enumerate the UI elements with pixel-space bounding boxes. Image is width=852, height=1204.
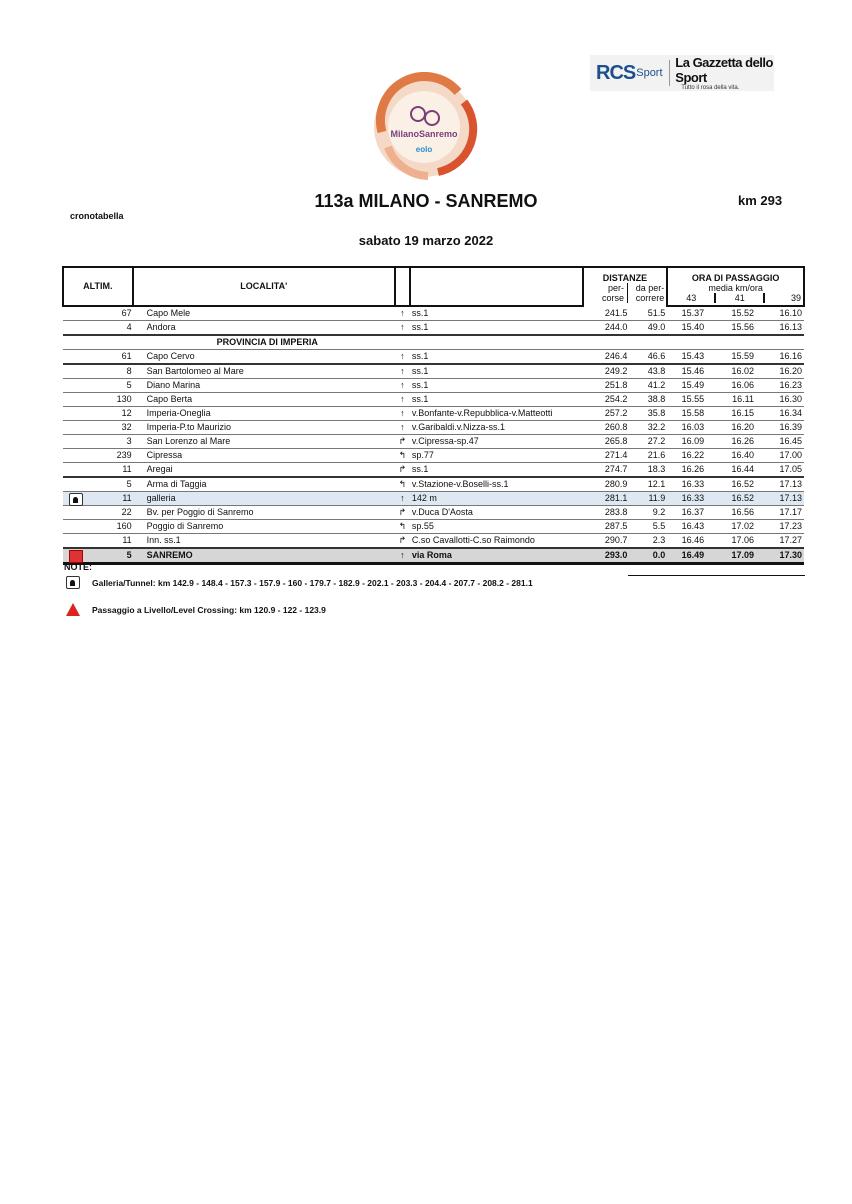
note-tunnel-text: Galleria/Tunnel: km 142.9 - 148.4 - 157.3 - 157.9 - 160 - 179.7 - 182.9 - 202.1 - 203.3 - 204.4 - 207.7 - 208.2 - 281.1 [92, 577, 533, 588]
cell-time-43: 15.55 [667, 393, 716, 407]
table-row [63, 449, 804, 463]
cell-time-43: 15.58 [667, 407, 716, 421]
header-speed-41: 41 [716, 293, 765, 303]
cell-time-41: 16.02 [716, 364, 766, 379]
cell-time-41: 16.56 [716, 506, 766, 520]
note-tunnel [66, 576, 533, 589]
cell-time-41: 16.15 [716, 407, 766, 421]
cell-altim: 3 [63, 435, 133, 449]
cell-localita: Andora [133, 321, 395, 336]
cell-percorse: 265.8 [583, 435, 630, 449]
cell-time-43: 16.03 [667, 421, 716, 435]
straight-arrow-icon: ↑ [395, 492, 410, 506]
total-distance: km 293 [738, 193, 783, 208]
cell-percorse: 249.2 [583, 364, 630, 379]
level-crossing-icon [66, 603, 80, 616]
cell-time-43: 16.43 [667, 520, 716, 534]
cell-localita: Capo Mele [133, 306, 395, 321]
cell-dapercorrere: 46.6 [629, 350, 667, 365]
straight-arrow-icon: ↑ [395, 379, 410, 393]
cell-time-41: 15.52 [716, 306, 766, 321]
cell-localita: Bv. per Poggio di Sanremo [133, 506, 395, 520]
straight-arrow-icon: ↑ [395, 321, 410, 336]
cell-dapercorrere: 38.8 [629, 393, 667, 407]
cell-time-39: 16.16 [766, 350, 804, 365]
gazzetta-logo-text: La Gazzetta dello Sport [675, 55, 773, 85]
cell-road: ss.1 [410, 393, 583, 407]
cell-road: ss.1 [410, 321, 583, 336]
left-arrow-icon: ↰ [395, 477, 410, 492]
cell-time-39: 17.13 [766, 477, 804, 492]
cell-percorse: 283.8 [583, 506, 630, 520]
cell-percorse: 246.4 [583, 350, 630, 365]
cell-time-39: 16.39 [766, 421, 804, 435]
cell-dapercorrere: 49.0 [629, 321, 667, 336]
header-ora-label: ORA DI PASSAGGIO [691, 272, 780, 283]
cell-road: sp.55 [410, 520, 583, 534]
cell-altim: 160 [63, 520, 133, 534]
cell-time-39: 17.00 [766, 449, 804, 463]
gazzetta-tagline: Tutto il rosa della vita. [681, 85, 740, 91]
right-arrow-icon: ↱ [395, 534, 410, 549]
table-row [63, 393, 804, 407]
timetable-body [63, 306, 804, 564]
header-direction [395, 267, 410, 306]
cell-dapercorrere: 27.2 [629, 435, 667, 449]
logo-divider [669, 60, 670, 86]
cell-altim: 11 [63, 463, 133, 478]
table-row [63, 534, 804, 549]
cell-localita: San Lorenzo al Mare [133, 435, 395, 449]
cell-percorse: 251.8 [583, 379, 630, 393]
cell-localita: SANREMO [133, 548, 395, 564]
cell-time-41: 15.56 [716, 321, 766, 336]
cell-dapercorrere: 12.1 [629, 477, 667, 492]
sponsor-logo-text: eolo [415, 145, 433, 154]
finish-row [63, 548, 804, 564]
cell-percorse: 260.8 [583, 421, 630, 435]
header-media-label: media km/ora [708, 282, 763, 293]
cell-altim: 67 [63, 306, 133, 321]
table-row [63, 407, 804, 421]
cell-localita: Imperia-Oneglia [133, 407, 395, 421]
straight-arrow-icon: ↑ [395, 364, 410, 379]
header-speed-39: 39 [790, 292, 801, 303]
cell-altim: 12 [63, 407, 133, 421]
cell-time-41: 17.09 [716, 548, 766, 564]
right-arrow-icon: ↱ [395, 463, 410, 478]
cell-dapercorrere: 18.3 [629, 463, 667, 478]
cell-localita: San Bartolomeo al Mare [133, 364, 395, 379]
cell-localita: Capo Cervo [133, 350, 395, 365]
cell-altim: 32 [63, 421, 133, 435]
header-altim: ALTIM. [63, 267, 133, 306]
cell-time-39: 16.45 [766, 435, 804, 449]
page-title: 113a MILANO - SANREMO [314, 191, 538, 211]
cell-time-43: 16.26 [667, 463, 716, 478]
event-logo-text: MilanoSanremo [390, 129, 458, 139]
cell-time-39: 17.13 [766, 492, 804, 506]
table-row [63, 520, 804, 534]
table-row [63, 492, 804, 506]
cell-time-43: 15.49 [667, 379, 716, 393]
province-name: PROVINCIA DI IMPERIA [133, 335, 395, 350]
milano-sanremo-logo [368, 72, 480, 182]
cell-road: sp.77 [410, 449, 583, 463]
cell-road: ss.1 [410, 306, 583, 321]
cell-road: C.so Cavallotti-C.so Raimondo [410, 534, 583, 549]
cell-altim: 4 [63, 321, 133, 336]
cell-percorse: 281.1 [583, 492, 630, 506]
cell-dapercorrere: 35.8 [629, 407, 667, 421]
header-distanze-label: DISTANZE [602, 273, 648, 283]
cell-road: ss.1 [410, 364, 583, 379]
cell-dapercorrere: 43.8 [629, 364, 667, 379]
header-percorse: per- corse [584, 283, 628, 303]
cell-altim: 11 [63, 534, 133, 549]
table-row [63, 321, 804, 336]
cell-localita: Inn. ss.1 [133, 534, 395, 549]
rcs-sport-text: Sport [636, 67, 663, 79]
cell-time-41: 16.26 [716, 435, 766, 449]
cell-road: via Roma [410, 548, 583, 564]
cell-percorse: 290.7 [583, 534, 630, 549]
cell-time-41: 15.59 [716, 350, 766, 365]
note-crossing-text: Passaggio a Livello/Level Crossing: km 120.9 - 122 - 123.9 [92, 604, 326, 615]
cell-dapercorrere: 2.3 [629, 534, 667, 549]
cell-percorse: 293.0 [583, 548, 630, 564]
cell-road: v.Cipressa-sp.47 [410, 435, 583, 449]
left-arrow-icon: ↰ [395, 520, 410, 534]
table-row [63, 421, 804, 435]
cell-road: ss.1 [410, 463, 583, 478]
cell-dapercorrere: 0.0 [629, 548, 667, 564]
header-dapercorrere: da per- correre [635, 283, 665, 303]
cell-altim: 5 [63, 477, 133, 492]
table-row [63, 477, 804, 492]
header-localita: LOCALITA' [133, 267, 395, 306]
cell-time-39: 17.05 [766, 463, 804, 478]
cell-time-41: 16.11 [716, 393, 766, 407]
cell-percorse: 280.9 [583, 477, 630, 492]
cell-percorse: 257.2 [583, 407, 630, 421]
cell-time-39: 17.30 [766, 548, 804, 564]
cell-time-43: 15.46 [667, 364, 716, 379]
cell-time-43: 15.37 [667, 306, 716, 321]
cell-altim: 61 [63, 350, 133, 365]
table-row [63, 350, 804, 365]
divider [628, 575, 805, 576]
cell-dapercorrere: 5.5 [629, 520, 667, 534]
cell-localita: Cipressa [133, 449, 395, 463]
table-row [63, 435, 804, 449]
cell-dapercorrere: 51.5 [629, 306, 667, 321]
header-road [410, 267, 583, 306]
cell-road: 142 m [410, 492, 583, 506]
cell-time-41: 17.02 [716, 520, 766, 534]
cell-altim: 5 [63, 548, 133, 564]
table-row [63, 364, 804, 379]
cell-road: v.Garibaldi.v.Nizza-ss.1 [410, 421, 583, 435]
table-row [63, 506, 804, 520]
cell-time-39: 16.34 [766, 407, 804, 421]
cell-time-39: 17.17 [766, 506, 804, 520]
table-row [63, 463, 804, 478]
cell-road: ss.1 [410, 350, 583, 365]
cell-time-41: 16.52 [716, 477, 766, 492]
cell-percorse: 241.5 [583, 306, 630, 321]
cell-localita: Arma di Taggia [133, 477, 395, 492]
cell-localita: Aregai [133, 463, 395, 478]
cell-empty [395, 335, 804, 350]
cell-localita: Diano Marina [133, 379, 395, 393]
cell-time-41: 16.20 [716, 421, 766, 435]
cell-time-39: 16.10 [766, 306, 804, 321]
cell-time-39: 16.23 [766, 379, 804, 393]
cell-percorse: 274.7 [583, 463, 630, 478]
cell-time-43: 16.33 [667, 492, 716, 506]
province-row [63, 335, 804, 350]
document-type: cronotabella [70, 211, 124, 221]
table-row [63, 379, 804, 393]
right-arrow-icon: ↱ [395, 506, 410, 520]
cell-time-41: 16.44 [716, 463, 766, 478]
straight-arrow-icon: ↑ [395, 407, 410, 421]
cell-empty [63, 335, 133, 350]
cell-time-43: 16.49 [667, 548, 716, 564]
cell-altim: 11 [63, 492, 133, 506]
cell-time-43: 16.33 [667, 477, 716, 492]
cell-time-43: 16.37 [667, 506, 716, 520]
cell-localita: Capo Berta [133, 393, 395, 407]
cell-road: ss.1 [410, 379, 583, 393]
tunnel-icon [66, 576, 80, 589]
straight-arrow-icon: ↑ [395, 306, 410, 321]
rcs-logo-text: RCS [596, 61, 636, 84]
cell-time-41: 16.06 [716, 379, 766, 393]
straight-arrow-icon: ↑ [395, 393, 410, 407]
header-distanze [583, 267, 668, 306]
cell-time-43: 15.43 [667, 350, 716, 365]
header-ora-passaggio [667, 267, 804, 306]
cell-altim: 22 [63, 506, 133, 520]
cell-dapercorrere: 21.6 [629, 449, 667, 463]
cell-localita: Imperia-P.to Maurizio [133, 421, 395, 435]
cell-dapercorrere: 11.9 [629, 492, 667, 506]
cell-localita: Poggio di Sanremo [133, 520, 395, 534]
right-arrow-icon: ↱ [395, 435, 410, 449]
cell-time-39: 16.30 [766, 393, 804, 407]
cell-dapercorrere: 41.2 [629, 379, 667, 393]
cell-time-39: 17.27 [766, 534, 804, 549]
cell-altim: 5 [63, 379, 133, 393]
cell-localita: galleria [133, 492, 395, 506]
cell-time-39: 16.13 [766, 321, 804, 336]
tunnel-icon [69, 493, 83, 506]
timetable [62, 266, 805, 565]
cell-time-41: 16.52 [716, 492, 766, 506]
race-date: sabato 19 marzo 2022 [358, 233, 494, 248]
cell-dapercorrere: 32.2 [629, 421, 667, 435]
straight-arrow-icon: ↑ [395, 421, 410, 435]
cell-road: v.Duca D'Aosta [410, 506, 583, 520]
left-arrow-icon: ↰ [395, 449, 410, 463]
cell-time-43: 16.09 [667, 435, 716, 449]
cell-road: v.Bonfante-v.Repubblica-v.Matteotti [410, 407, 583, 421]
cell-time-43: 16.46 [667, 534, 716, 549]
notes-label: NOTE: [64, 562, 92, 572]
straight-arrow-icon: ↑ [395, 548, 410, 564]
cell-altim: 239 [63, 449, 133, 463]
cell-time-43: 15.40 [667, 321, 716, 336]
cell-altim: 8 [63, 364, 133, 379]
cell-time-39: 16.20 [766, 364, 804, 379]
gazzetta-logo [675, 55, 774, 91]
rcs-gazzetta-logo [590, 55, 774, 91]
cell-percorse: 254.2 [583, 393, 630, 407]
cell-time-41: 16.40 [716, 449, 766, 463]
cell-altim: 130 [63, 393, 133, 407]
cell-percorse: 287.5 [583, 520, 630, 534]
cell-time-39: 17.23 [766, 520, 804, 534]
header-speed-43: 43 [668, 293, 716, 303]
cell-time-43: 16.22 [667, 449, 716, 463]
cell-time-41: 17.06 [716, 534, 766, 549]
table-row [63, 306, 804, 321]
cell-percorse: 244.0 [583, 321, 630, 336]
straight-arrow-icon: ↑ [395, 350, 410, 365]
note-level-crossing [66, 603, 326, 616]
cell-road: v.Stazione-v.Boselli-ss.1 [410, 477, 583, 492]
cell-dapercorrere: 9.2 [629, 506, 667, 520]
cell-percorse: 271.4 [583, 449, 630, 463]
